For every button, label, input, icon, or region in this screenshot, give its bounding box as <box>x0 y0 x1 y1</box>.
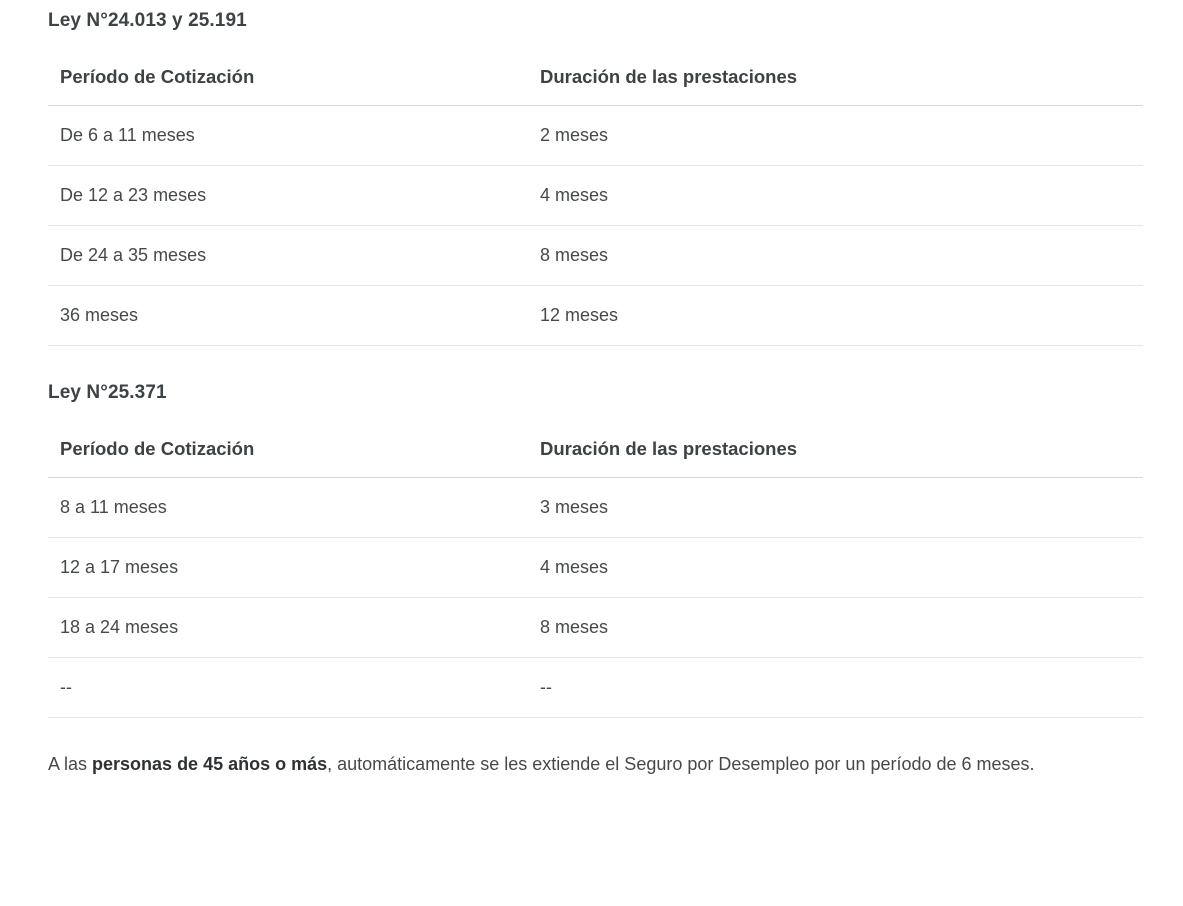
section-title-ley-25371: Ley N°25.371 <box>48 382 167 403</box>
cell-periodo: 36 meses <box>48 286 528 346</box>
table-row <box>48 106 1143 166</box>
note-paragraph <box>48 746 1139 783</box>
table-row <box>48 658 1143 718</box>
cell-duracion: 4 meses <box>528 538 1143 598</box>
table-header-row <box>48 438 1143 478</box>
table-ley-24013 <box>48 66 1143 346</box>
cell-periodo: De 6 a 11 meses <box>48 106 528 166</box>
cell-periodo: 18 a 24 meses <box>48 598 528 658</box>
column-header-periodo: Período de Cotización <box>48 438 528 478</box>
table-header-row <box>48 66 1143 106</box>
column-header-periodo: Período de Cotización <box>48 66 528 106</box>
cell-periodo: De 24 a 35 meses <box>48 226 528 286</box>
section-title-ley-24013: Ley N°24.013 y 25.191 <box>48 10 247 31</box>
cell-duracion: 2 meses <box>528 106 1143 166</box>
cell-duracion: 8 meses <box>528 226 1143 286</box>
table-row <box>48 598 1143 658</box>
table-row <box>48 286 1143 346</box>
note-text-part2: , automáticamente se les extiende el Seguro por Desempleo por un período de 6 meses. <box>327 754 1035 774</box>
cell-duracion: -- <box>528 658 1143 718</box>
cell-duracion: 3 meses <box>528 478 1143 538</box>
cell-periodo: -- <box>48 658 528 718</box>
cell-periodo: De 12 a 23 meses <box>48 166 528 226</box>
table-ley-25371 <box>48 438 1143 718</box>
spacer <box>48 346 1139 366</box>
table-row <box>48 538 1143 598</box>
cell-duracion: 8 meses <box>528 598 1143 658</box>
table-row <box>48 478 1143 538</box>
cell-periodo: 8 a 11 meses <box>48 478 528 538</box>
cell-duracion: 12 meses <box>528 286 1143 346</box>
table-row <box>48 226 1143 286</box>
column-header-duracion: Duración de las prestaciones <box>528 438 1143 478</box>
note-text-part1: A las <box>48 754 93 774</box>
cell-duracion: 4 meses <box>528 166 1143 226</box>
spacer <box>48 718 1139 746</box>
cell-periodo: 12 a 17 meses <box>48 538 528 598</box>
column-header-duracion: Duración de las prestaciones <box>528 66 1143 106</box>
table-row <box>48 166 1143 226</box>
note-text-bold: personas de 45 años o más <box>92 754 328 774</box>
